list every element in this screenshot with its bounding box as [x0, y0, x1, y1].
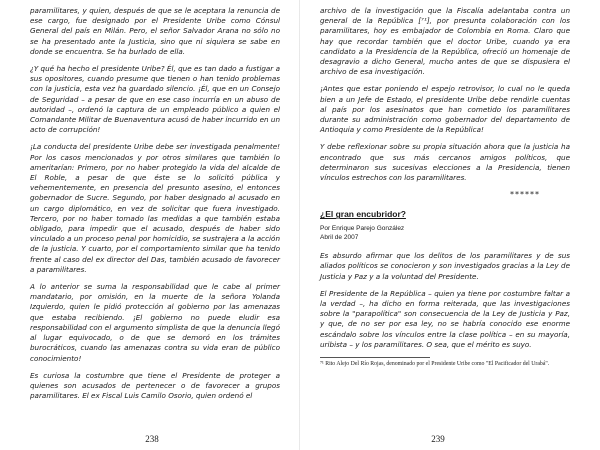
right-paragraph-5: El Presidente de la República – quien ya tiene por costumbre faltar a la verdad –, ha dicho en forma reiterada, que las investigaciones sobre la "parapolítica" son consecuencia de la Ley de Justicia y Paz, y que, de no ser por esa ley, no se habría conocido ese enorme escándalo sobre los vínculos entre la clase política – en su mayoría, uribista – y los paramilitares. O sea, que el mérito es suyo.: [320, 288, 570, 349]
right-paragraph-3: Y debe reflexionar sobre su propia situación ahora que la justicia ha encontrado que sus más cercanos amigos políticos, que determinaron sus sucesivas elecciones a la Presidencia, tienen vínculos estrechos con los paramilitares.: [320, 142, 570, 183]
section-title: ¿El gran encubridor?: [320, 209, 406, 220]
byline-author: Por Enrique Parejo González: [320, 225, 405, 233]
left-paragraph-1: paramilitares, y quien, después de que se le aceptara la renuncia de ese cargo, fue designado por el Presidente Uribe como Cónsul General del país en Milán. Pero, el señor Salvador Arana no sólo no se ha presentado ante la Justicia, sino que ni siquiera se sabe en donde se encuentra. Se ha burlado de ella.: [30, 6, 280, 56]
right-paragraph-4: Es absurdo afirmar que los delitos de los paramilitares y de sus aliados políticos se conocieron y son investigados gracias a la Ley de Justicia y Paz y a la voluntad del Presidente.: [320, 251, 570, 281]
byline: [320, 225, 570, 242]
footnote-rule: [320, 357, 430, 358]
section-separator: ******: [510, 190, 540, 200]
right-paragraph-1: archivo de la investigación que la Fiscalía adelantaba contra un general de la República [⁷¹], por presunta colaboración con los paramilitares, hoy es embajador de Colombia en Roma. Claro que hay que recordar también que el doctor Uribe, cuando ya era candidato a la Presidencia de la República, ofreció un homenaje de desagravio a dicho General, mucho antes de que se dispusiera el archivo de esa investigación.: [320, 6, 570, 77]
right-paragraph-2: ¡Antes que estar poniendo el espejo retrovisor, lo cual no le queda bien a un Jefe de Estado, el presidente Uribe debe rendirle cuentas al país por los asesinatos que han cometido los paramilitares durante su administración como gobernador del departamento de Antioquia y como Presidente de la República!: [320, 84, 570, 135]
left-paragraph-5: Es curiosa la costumbre que tiene el Presidente de proteger a quienes son acusados de pertenecer o de favorecer a grupos paramilitares. El ex Fiscal Luis Camilo Osorio, quien ordenó el: [30, 370, 280, 401]
left-page-number: 238: [145, 434, 159, 444]
right-page-number: 239: [431, 434, 445, 444]
left-paragraph-3: ¡La conducta del presidente Uribe debe ser investigada penalmente! Por los casos mencionados y por otros similares que también lo ameritarían: Primero, por no haber protegido la vida del alcalde de El Roble, a pesar de que éste se lo solicitó pública y vehementemente, en presencia del presunto asesino, el entonces gobernador de Sucre. Segundo, por haber designado al acusado en un cargo diplomático, en vez de solicitar que fuera investigado. Tercero, por no haber tomado las medidas a que también estaba obligado, para impedir que el acusado, después de haber sido vinculado a un proceso penal por homicidio, se sustrajera a la acción de la justicia. Y cuarto, por el comportamiento similar que ha tenido frente al caso del ex director del Das, también acusado de favorecer a paramilitares.: [30, 142, 280, 274]
right-page: [300, 0, 600, 450]
left-paragraph-2: ¿Y qué ha hecho el presidente Uribe? Él, que es tan dado a fustigar a sus opositores, cuando presume que tienen o han tenido problemas con la justicia, esta vez ha guardado silencio. ¡Él, que en un Consejo de Seguridad – a pesar de que en ese caso incurría en un abuso de autoridad –, ordenó la captura de un empleado público a quien el Comandante Militar de Buenaventura acusó de haber incurrido en un acto de corrupción!: [30, 64, 280, 135]
footnote: ⁷¹ Rito Alejo Del Río Rojas, denominado por el Presidente Uribe como "El Pacificador del Urabá".: [320, 361, 550, 368]
left-paragraph-4: A lo anterior se suma la responsabilidad que le cabe al primer mandatario, por omisión, en la muerte de la señora Yolanda Izquierdo, quien le pidió protección al gobierno por las amenazas que estaba recibiendo. ¡El gobierno no puede eludir esa responsabilidad con el argumento simplista de que la denuncia llegó al lugar equivocado, o de que se demoró en los trámites burocráticos, cuando las amenazas contra su vida eran de público conocimiento!: [30, 282, 280, 363]
byline-date: Abril de 2007: [320, 233, 359, 241]
